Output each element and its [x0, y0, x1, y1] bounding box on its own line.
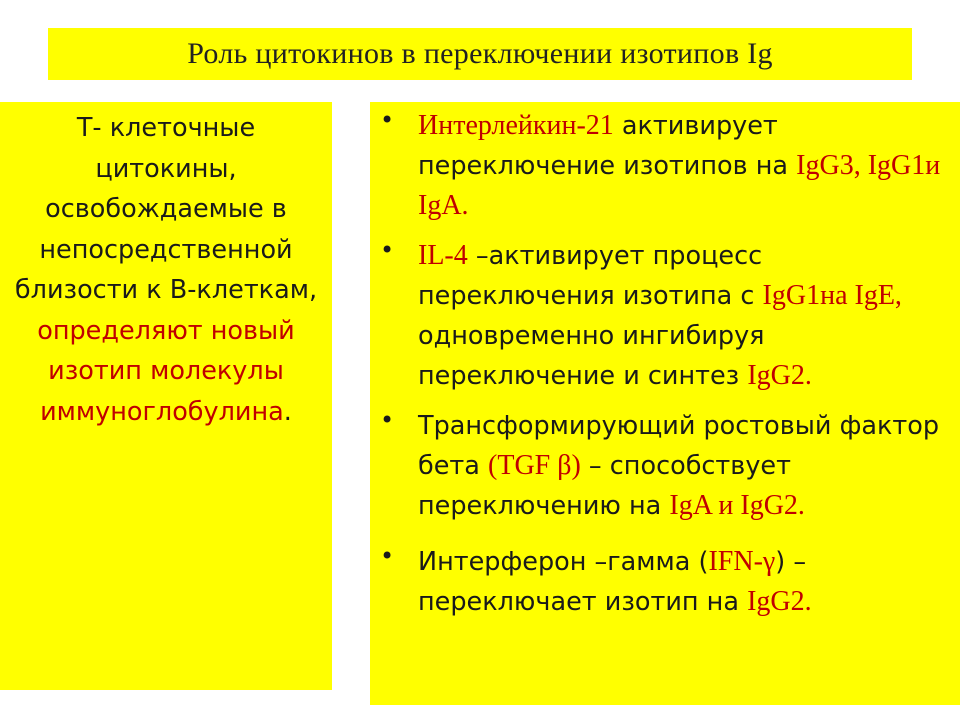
bullet-item-il21 — [370, 106, 960, 226]
bullet-2-red-1: IL-4 — [418, 240, 468, 271]
bullet-4-text-1: Интерферон –гамма ( — [418, 547, 709, 577]
left-panel-text — [0, 102, 332, 432]
slide-title: Роль цитокинов в переключении изотипов Ig — [187, 37, 773, 70]
bullet-3-red-1: (TGF β) — [488, 450, 581, 481]
bullet-icon: • — [380, 236, 395, 264]
left-text-end: . — [283, 396, 292, 427]
bullet-4-red-2: IgG2. — [747, 586, 812, 617]
bullet-3-text-1: Трансформирующий ростовый фактор бета — [418, 411, 940, 481]
bullet-icon: • — [380, 406, 395, 434]
bullet-item-tgf — [370, 406, 960, 526]
bullet-item-il4 — [370, 236, 960, 396]
bullet-1-red-1: Интерлейкин-21 — [418, 110, 614, 141]
left-text-red: определяют новый изотип молекулы иммуноглобулина — [37, 315, 295, 427]
bullet-3-text-2: – способствует переключению на — [418, 451, 791, 521]
bullet-list — [370, 106, 960, 622]
bullet-icon: • — [380, 106, 395, 134]
bullet-3-red-2: IgA и IgG2. — [669, 490, 805, 521]
right-panel — [370, 102, 960, 705]
bullet-2-text-2: одновременно ингибируя переключение и синтез — [418, 321, 765, 391]
bullet-2-red-2: IgG1на IgE, — [762, 280, 902, 311]
left-text-black: Т- клеточные цитокины, освобождаемые в непосредственной близости к В-клеткам, — [14, 113, 318, 305]
bullet-2-red-3: IgG2. — [747, 360, 812, 391]
bullet-2-text-1: –активирует процесс переключения изотипа с — [418, 241, 763, 311]
title-banner — [48, 28, 912, 80]
left-panel — [0, 102, 332, 690]
bullet-icon: • — [380, 542, 395, 570]
bullet-4-red-1: IFN-γ — [708, 546, 776, 577]
bullet-1-red-2: IgG3, IgG1и IgA. — [418, 150, 941, 221]
bullet-1-text-1: активирует переключение изотипов на — [418, 111, 797, 181]
bullet-item-ifn — [370, 542, 960, 622]
bullet-4-text-2: ) – переключает изотип на — [418, 547, 807, 617]
